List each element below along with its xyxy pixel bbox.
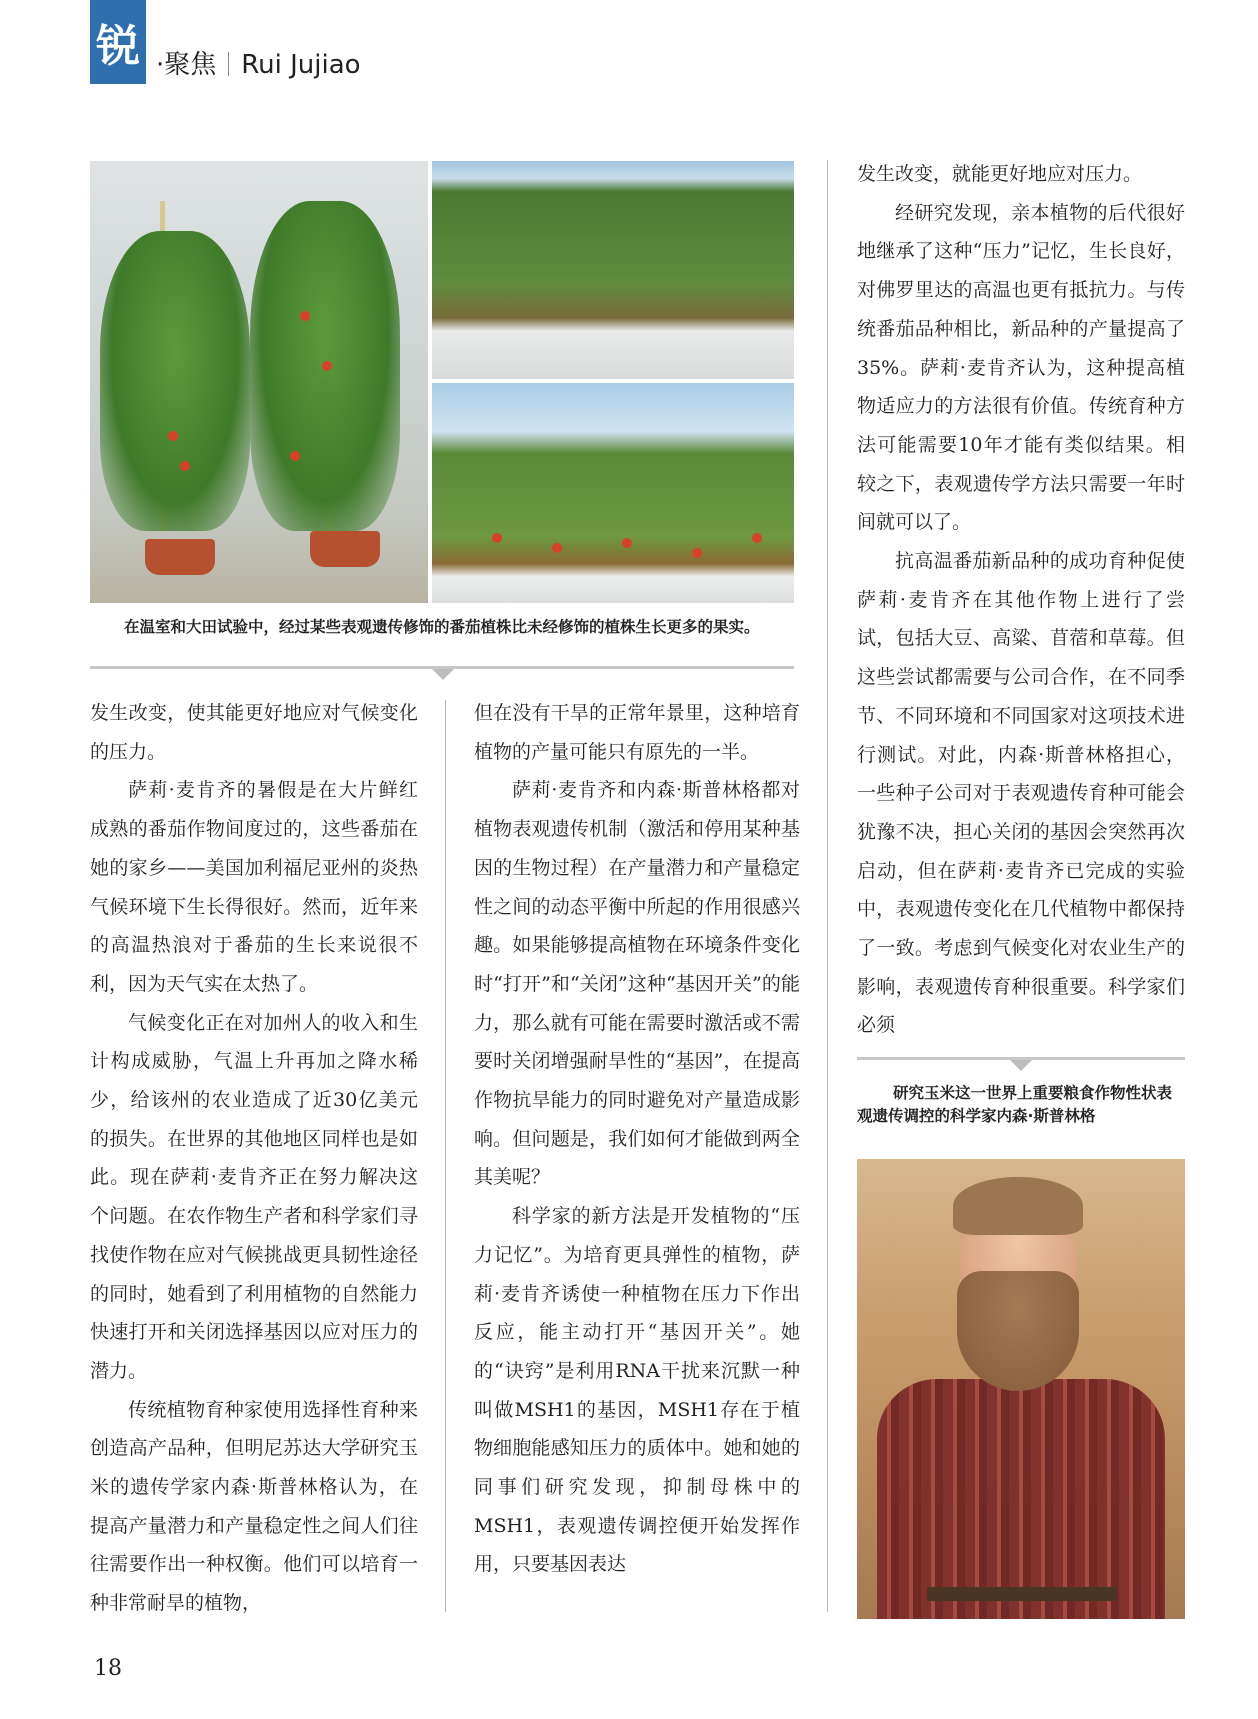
- tomato-fruit: [692, 548, 702, 558]
- paragraph: 萨莉·麦肯齐和内森·斯普林格都对植物表观遗传机制（激活和停用某种基因的生物过程）在产量潜力和产量稳定性之间的动态平衡中所起的作用很感兴趣。如果能够提高植物在环境条件变化时“打开”和“关闭”这种“基因开关”的能力，那么就有可能在需要时激活或不需要时关闭增强耐旱性的“基因”，在提高作物抗旱能力的同时避免对产量造成影响。但问题是，我们如何才能做到两全其美呢？: [474, 779, 800, 1189]
- plant-pot: [310, 531, 380, 567]
- caption-pointer: [1010, 1060, 1032, 1071]
- tomato-fruit: [300, 311, 310, 321]
- tomato-fruit: [290, 451, 300, 461]
- paragraph: 发生改变，使其能更好地应对气候变化的压力。: [90, 702, 418, 763]
- page-number: 18: [94, 1656, 122, 1681]
- figure-caption-top: 在温室和大田试验中，经过某些表观遗传修饰的番茄植株比未经修饰的植株生长更多的果实。: [124, 618, 760, 636]
- paragraph: 经研究发现，亲本植物的后代很好地继承了这种“压力”记忆，生长良好，对佛罗里达的高温也更有抵抗力。与传统番茄品种相比，新品种的产量提高了35%。萨莉·麦肯齐认为，这种提高植物适应力的方法很有价值。传统育种方法可能需要10年才能有类似结果。相较之下，表观遗传学方法只需要一年时间就可以了。: [857, 201, 1185, 534]
- paragraph: 但在没有干旱的正常年景里，这种培育植物的产量可能只有原先的一半。: [474, 702, 800, 763]
- running-header: [156, 44, 361, 81]
- caption-pointer: [432, 669, 454, 680]
- beard: [957, 1271, 1079, 1391]
- text-column-2: [474, 694, 800, 1584]
- column-divider: [445, 700, 446, 1612]
- tomato-fruit: [322, 361, 332, 371]
- section-logo-mark: 锐: [90, 0, 146, 84]
- tomato-fruit: [168, 431, 178, 441]
- paragraph: 科学家的新方法是开发植物的“压力记忆”。为培育更具弹性的植物，萨莉·麦肯齐诱使一种植物在压力下作出反应，能主动打开“基因开关”。她的“诀窍”是利用RNA干扰来沉默一种叫做MSH1的基因，MSH1存在于植物细胞能感知压力的质体中。她和她的同事们研究发现，抑制母株中的MSH1，表观遗传调控便开始发挥作用，只要基因表达: [474, 1205, 800, 1576]
- tomato-fruit: [180, 461, 190, 471]
- portrait-photo: [857, 1159, 1185, 1619]
- field-tomato-photo-bottom: [432, 383, 794, 603]
- section-name: ·聚焦: [156, 50, 217, 80]
- paragraph: 萨莉·麦肯齐的暑假是在大片鲜红成熟的番茄作物间度过的，这些番茄在她的家乡——美国加利福尼亚州的炎热气候环境下生长得很好。然而，近年来的高温热浪对于番茄的生长来说很不利，因为天气实在太热了。: [90, 779, 418, 995]
- plaid-shirt: [877, 1379, 1165, 1619]
- paragraph: 传统植物育种家使用选择性育种来创造高产品种，但明尼苏达大学研究玉米的遗传学家内森·斯普林格认为，在提高产量潜力和产量稳定性之间人们往往需要作出一种权衡。他们可以培育一种非常耐旱的植物，: [90, 1398, 418, 1615]
- section-name-english: Rui Jujiao: [241, 50, 361, 80]
- greenhouse-tomato-photo: [90, 161, 428, 603]
- figure-caption-right: 研究玉米这一世界上重要粮食作物性状表观遗传调控的科学家内森·斯普林格: [857, 1084, 1173, 1125]
- header-divider: [228, 52, 229, 76]
- paragraph: 发生改变，就能更好地应对压力。: [857, 163, 1143, 185]
- field-tomato-photo-top: [432, 161, 794, 379]
- tomato-fruit: [622, 538, 632, 548]
- text-column-3: [857, 155, 1185, 1045]
- text-column-1: [90, 694, 418, 1623]
- paragraph: 抗高温番茄新品种的成功育种促使萨莉·麦肯齐在其他作物上进行了尝试，包括大豆、高粱、苜蓿和草莓。但这些尝试都需要与公司合作，在不同季节、不同环境和不同国家对这项技术进行测试。对此，内森·斯普林格担心，一些种子公司对于表观遗传育种可能会犹豫不决，担心关闭的基因会突然再次启动，但在萨莉·麦肯齐已完成的实验中，表观遗传变化在几代植物中都保持了一致。考虑到气候变化对农业生产的影响，表观遗传育种很重要。科学家们必须: [857, 550, 1185, 1037]
- belt: [927, 1587, 1117, 1601]
- tomato-fruit: [552, 543, 562, 553]
- plant-pot: [145, 539, 215, 575]
- tomato-fruit: [492, 533, 502, 543]
- tomato-fruit: [752, 533, 762, 543]
- column-divider: [827, 160, 828, 1612]
- paragraph: 气候变化正在对加州人的收入和生计构成威胁，气温上升再加之降水稀少，给该州的农业造成了近30亿美元的损失。在世界的其他地区同样也是如此。现在萨莉·麦肯齐正在努力解决这个问题。在农作物生产者和科学家们寻找使作物在应对气候挑战更具韧性途径的同时，她看到了利用植物的自然能力快速打开和关闭选择基因以应对压力的潜力。: [90, 1011, 418, 1382]
- hair: [953, 1177, 1083, 1235]
- tomato-plant: [100, 231, 250, 531]
